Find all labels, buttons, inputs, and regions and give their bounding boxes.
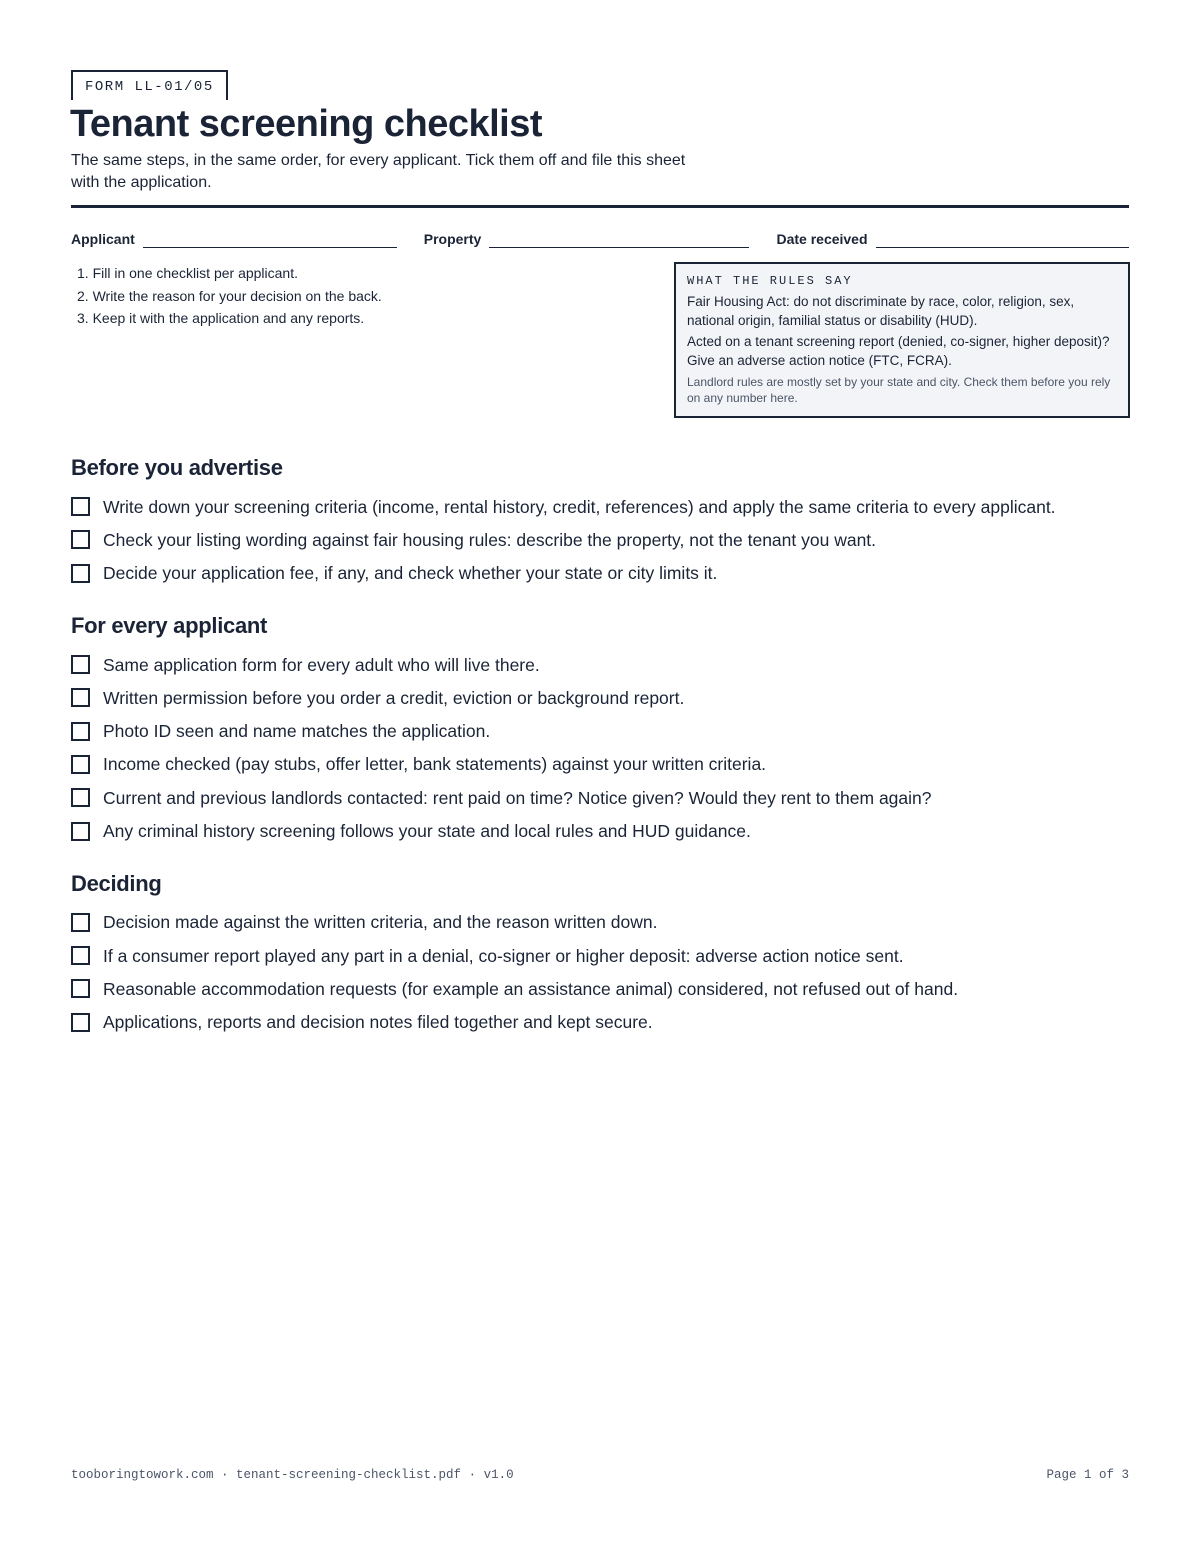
checkbox[interactable] — [71, 722, 90, 741]
form-page — [71, 70, 1129, 1039]
checklist-item[interactable] — [71, 681, 1129, 714]
checklist-item-text: Check your listing wording against fair housing rules: describe the property, not the tenant you want. — [103, 529, 877, 550]
checklist-item-text: Decision made against the written criteria, and the reason written down. — [103, 912, 658, 933]
checklist-item-text: Written permission before you order a credit, eviction or background report. — [103, 687, 685, 708]
checklist-item[interactable] — [71, 490, 1129, 523]
section-before-advertise — [71, 454, 1129, 590]
checklist-item-text: Any criminal history screening follows your state and local rules and HUD guidance. — [103, 821, 751, 842]
checklist-item[interactable] — [71, 814, 1129, 847]
checkbox[interactable] — [71, 497, 90, 516]
checklist-item-text: Write down your screening criteria (income, rental history, credit, references) and apply the same criteria to every applicant. — [103, 496, 1056, 517]
checkbox[interactable] — [71, 913, 90, 932]
date-received-field — [776, 226, 1129, 248]
property-input-line[interactable] — [489, 246, 749, 248]
footer-source: tooboringtowork.com · tenant-screening-checklist.pdf · v1.0 — [71, 1468, 514, 1482]
applicant-field — [71, 226, 397, 248]
checklist-item[interactable] — [71, 714, 1129, 747]
section-title: Deciding — [71, 870, 162, 896]
checklist-item-text: Current and previous landlords contacted: rent paid on time? Notice given? Would they rent to them again? — [103, 787, 932, 808]
checklist-item[interactable] — [71, 1006, 1129, 1039]
checklist-item[interactable] — [71, 557, 1129, 590]
section-title: Before you advertise — [71, 455, 283, 480]
intro-text: The same steps, in the same order, for every applicant. Tick them off and file this sheet with the application. — [71, 152, 686, 191]
header-fields — [71, 226, 1129, 248]
checklist-item[interactable] — [71, 939, 1129, 972]
checkbox[interactable] — [71, 979, 90, 998]
checkbox[interactable] — [71, 1013, 90, 1032]
checklist-item[interactable] — [71, 748, 1129, 781]
instructions-list — [77, 262, 382, 330]
applicant-input-line[interactable] — [143, 246, 397, 248]
checklist-item-text: Income checked (pay stubs, offer letter, bank statements) against your written criteria. — [103, 754, 767, 775]
rules-heading: WHAT THE RULES SAY — [687, 274, 853, 288]
checklist-item-text: If a consumer report played any part in a denial, co-signer or higher deposit: adverse action notice sent. — [103, 945, 904, 966]
section-every-applicant — [71, 612, 1129, 848]
instruction-item: 2. Write the reason for your decision on the back. — [77, 287, 382, 304]
date-received-label: Date received — [776, 231, 868, 247]
checklist-item[interactable] — [71, 523, 1129, 556]
section-deciding — [71, 870, 1129, 1039]
footer-page-number: Page 1 of 3 — [1046, 1468, 1129, 1482]
checkbox[interactable] — [71, 564, 90, 583]
checkbox[interactable] — [71, 688, 90, 707]
checklist-item-text: Photo ID seen and name matches the application. — [103, 721, 491, 742]
checklist-item[interactable] — [71, 906, 1129, 939]
property-label: Property — [423, 231, 482, 247]
checklist-item-text: Reasonable accommodation requests (for example an assistance animal) considered, not refused out of hand. — [103, 978, 959, 999]
rules-callout — [674, 262, 1130, 418]
checkbox[interactable] — [71, 946, 90, 965]
section-title: For every applicant — [71, 612, 268, 638]
form-code: FORM LL-01/05 — [71, 70, 228, 100]
property-field — [424, 226, 750, 248]
checklist-item[interactable] — [71, 648, 1129, 681]
info-row — [71, 262, 1129, 422]
checklist-item[interactable] — [71, 972, 1129, 1005]
applicant-label: Applicant — [71, 231, 135, 247]
checklist-item[interactable] — [71, 781, 1129, 814]
checkbox[interactable] — [71, 755, 90, 774]
rules-adverse-action: Acted on a tenant screening report (denied, co-signer, higher deposit)? Give an adverse action notice (FTC, FCRA). — [687, 334, 1110, 368]
checklist-item-text: Applications, reports and decision notes filed together and kept secure. — [103, 1012, 653, 1033]
rules-fair-housing: Fair Housing Act: do not discriminate by race, color, religion, sex, national origin, familial status or disability (HUD). — [687, 294, 1075, 328]
instruction-item: 3. Keep it with the application and any reports. — [77, 310, 365, 326]
header-divider — [71, 205, 1129, 208]
checkbox[interactable] — [71, 788, 90, 807]
instruction-item: 1. Fill in one checklist per applicant. — [77, 265, 298, 281]
checkbox[interactable] — [71, 530, 90, 549]
page-title: Tenant screening checklist — [70, 103, 543, 145]
checklist-item-text: Same application form for every adult who will live there. — [103, 654, 540, 675]
date-received-input-line[interactable] — [876, 246, 1129, 248]
checklist-item-text: Decide your application fee, if any, and check whether your state or city limits it. — [103, 563, 718, 584]
checkbox[interactable] — [71, 655, 90, 674]
rules-note: Landlord rules are mostly set by your state and city. Check them before you rely on any number here. — [687, 375, 1111, 405]
checkbox[interactable] — [71, 822, 90, 841]
